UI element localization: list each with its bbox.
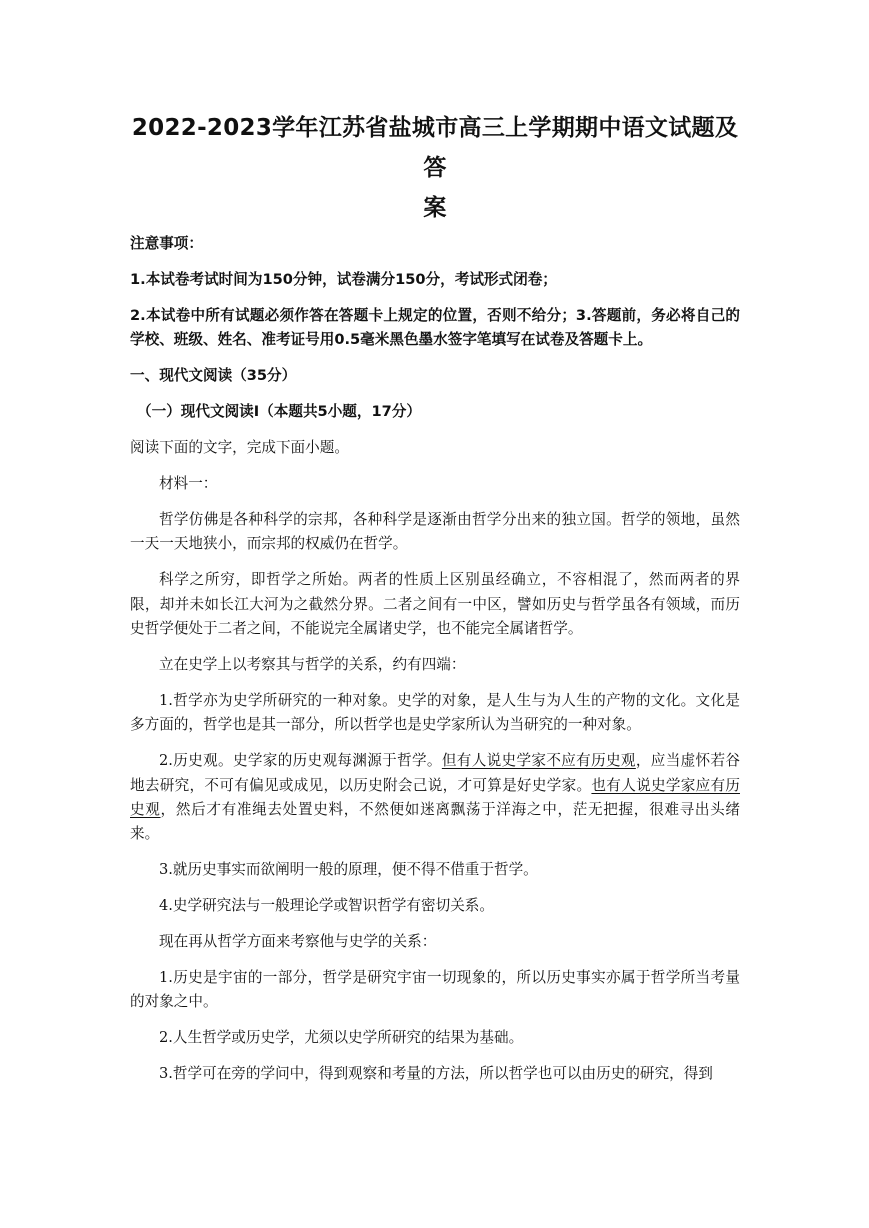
- document-title: [130, 108, 740, 228]
- underlined-sentence-2: 也有人说史学家应有历史观: [130, 776, 740, 818]
- paragraph-5-part-c: ，然后才有准绳去处置史料，不然便如迷离飘荡于洋海之中，茫无把握，很难寻出头绪来。: [130, 800, 740, 843]
- paragraph-10: 2.人生哲学或历史学，尤须以史学所研究的结果为基础。: [159, 1029, 524, 1047]
- reading-instruction: 阅读下面的文字，完成下面小题。: [130, 439, 349, 457]
- notice-heading: 注意事项：: [130, 235, 203, 252]
- paragraph-2: 科学之所穷，即哲学之所始。两者的性质上区别虽经确立，不容相混了，然而两者的界限，却并未如长江大河为之截然分界。二者之间有一中区，譬如历史与哲学虽各有领域，而历史哲学便处于二者之间，不能说完全属诸史学，也不能完全属诸哲学。: [130, 571, 740, 638]
- paragraph-11: 3.哲学可在旁的学问中，得到观察和考量的方法，所以哲学也可以由历史的研究，得到: [159, 1065, 713, 1083]
- document-page: [130, 108, 740, 1098]
- section-heading: 一、现代文阅读（35分）: [130, 367, 297, 385]
- paragraph-1: 哲学仿佛是各种科学的宗邦，各种科学是逐渐由哲学分出来的独立国。哲学的领地，虽然一天一天地狭小，而宗邦的权威仍在哲学。: [130, 511, 740, 553]
- material-label: 材料一：: [159, 475, 218, 493]
- paragraph-5-part-a: 2.历史观。史学家的历史观每渊源于哲学。: [159, 752, 442, 770]
- notice-item-1: 1.本试卷考试时间为150分钟，试卷满分150分，考试形式闭卷；: [130, 270, 557, 288]
- paragraph-4: 1.哲学亦为史学所研究的一种对象。史学的对象，是人生与为人生的产物的文化。文化是多方面的，哲学也是其一部分，所以哲学也是史学家所认为当研究的一种对象。: [130, 692, 740, 734]
- paragraph-6: 3.就历史事实而欲阐明一般的原理，便不得不借重于哲学。: [159, 861, 538, 879]
- section-subheading: （一）现代文阅读Ⅰ（本题共5小题，17分）: [137, 403, 421, 421]
- notice-item-2: 2.本试卷中所有试题必须作答在答题卡上规定的位置，否则不给分；3.答题前，务必将自己的学校、班级、姓名、准考证号用0.5毫米黑色墨水签字笔填写在试卷及答题卡上。: [130, 306, 740, 349]
- paragraph-5: [130, 749, 740, 846]
- paragraph-7: 4.史学研究法与一般理论学或智识哲学有密切关系。: [159, 897, 494, 915]
- paragraph-3: 立在史学上以考察其与哲学的关系，约有四端：: [159, 656, 466, 674]
- title-line-2: 案: [423, 195, 447, 221]
- title-line-1: 2022-2023学年江苏省盐城市高三上学期期中语文试题及答: [131, 115, 739, 181]
- paragraph-5-part-b: ，应当虚怀若谷地去研究，不可有偏见或成见，以历史附会己说，才可算是好史学家。: [130, 752, 740, 794]
- paragraph-9: 1.历史是宇宙的一部分，哲学是研究宇宙一切现象的，所以历史事实亦属于哲学所当考量的对象之中。: [130, 969, 740, 1011]
- paragraph-8: 现在再从哲学方面来考察他与史学的关系：: [159, 933, 437, 951]
- underlined-sentence-1: 但有人说史学家不应有历史观: [441, 752, 636, 770]
